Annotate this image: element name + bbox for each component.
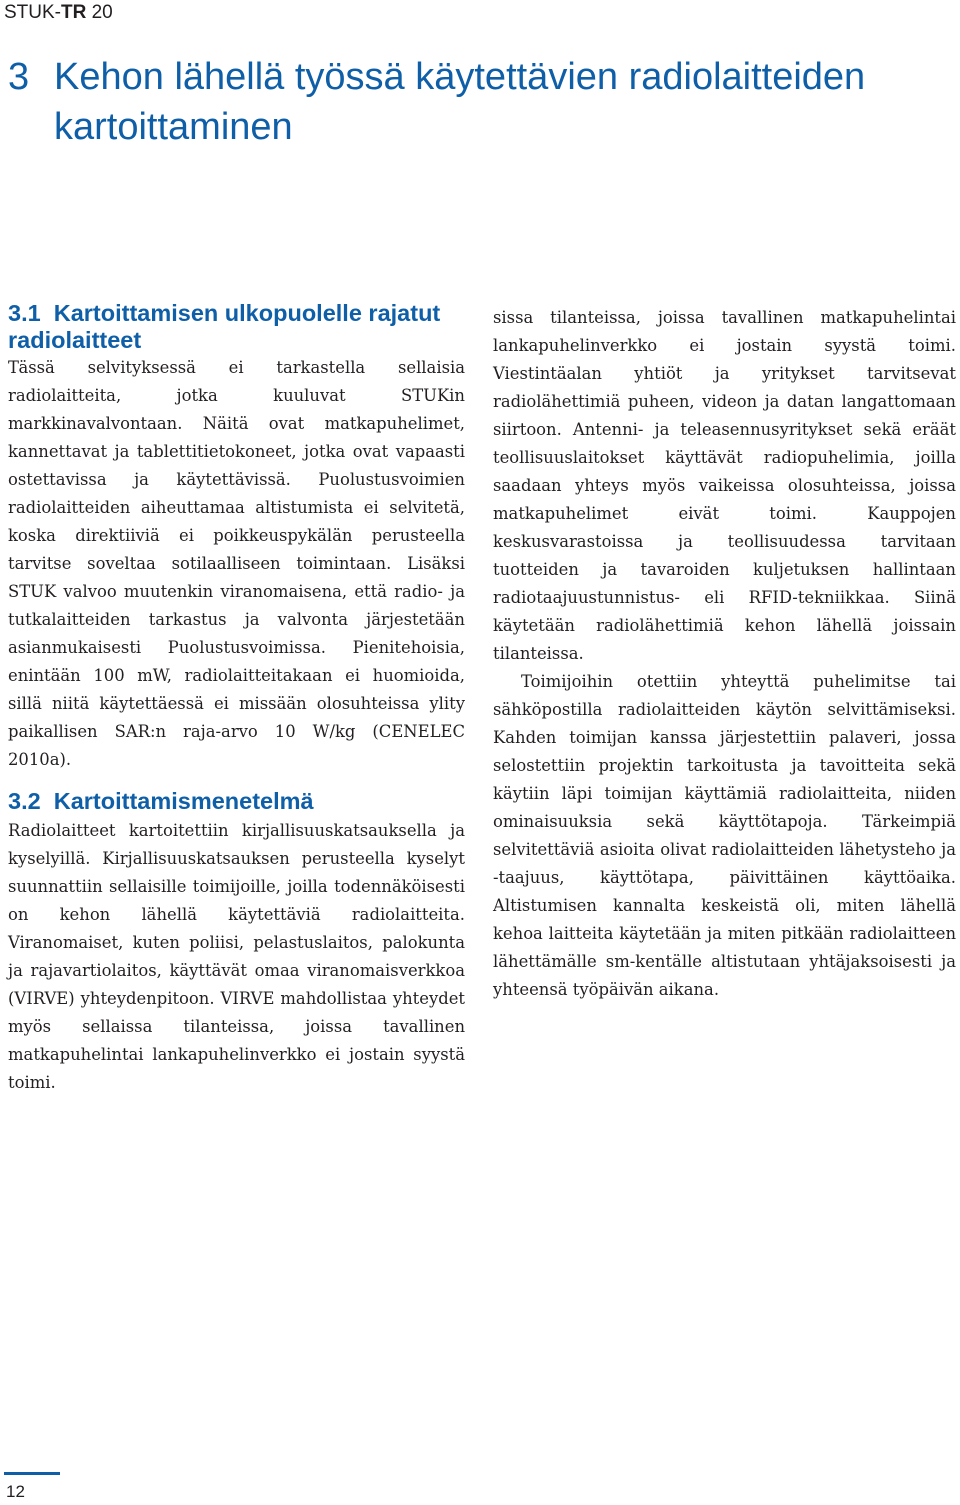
header-number: 20 [86, 2, 113, 23]
footer-rule [4, 1472, 60, 1475]
page-number: 12 [6, 1482, 25, 1501]
chapter-heading [8, 52, 908, 152]
section-body-3-2-right-2: Toimijoihin otettiin yhteyttä puhelimitse tai sähköpostilla radiolaitteiden käytön selvittämiseksi. Kahden toimijan kanssa järjestettiin palaveri, jossa selostettiin projektin tarkoitusta ja tavoitteita sekä käytiin läpi toimijan käyttämiä radiolaitteita, niiden ominaisuuksia sekä käyttötapoja. Tärkeimpiä selvitettäviä asioita olivat radiolaitteiden lähetysteho ja -taajuus, käyttötapa, päivittäinen käyttöaika. Altistumisen kannalta keskeistä oli, miten lähellä kehoa laitteita käytetään ja miten pitkään radiolaitteen lähettämälle sm-kentälle altistutaan yhtäjaksoisesti ja yhteensä työpäivän aikana. [493, 672, 956, 999]
section-body-3-2-left: Radiolaitteet kartoitettiin kirjallisuuskatsauksella ja kyselyillä. Kirjallisuuskatsauksen perusteella kyselyt suunnattiin sellaisille toimijoille, joilla todennäköisesti on kehon lähellä käytettäviä radiolaitteita. Viranomaiset, kuten poliisi, pelastuslaitos, palokunta ja rajavartiolaitos, käyttävät omaa viranomaisverkkoa (VIRVE) yhteydenpitoon. VIRVE mahdollistaa yhteydet myös sellaissa tilanteissa, joissa tavallinen matkapuhelintai lankapuhelinverkko ei jostain syystä toimi. [8, 821, 465, 1092]
running-header [4, 2, 113, 24]
section-body-3-2-right-1: sissa tilanteissa, joissa tavallinen matkapuhelintai lankapuhelinverkko ei jostain syystä toimi. Viestintäalan yhtiöt ja yritykset tarvitsevat radiolähettimiä puheen, videon ja datan langattomaan siirtoon. Antenni- ja teleasennusyritykset sekä eräät teollisuuslaitokset käyttävät radiopuhelimia, joilla saadaan yhteys myös vaikeissa olosuhteissa, joissa matkapuhelimet eivät toimi. Kauppojen keskusvarastoissa ja teollisuudessa tarvitaan tuotteiden ja tavaroiden kuljetuksen hallintaan radiotaajuustunnistus- eli RFID-tekniikkaa. Siinä käytetään radiolähettimiä kehon lähellä joissain tilanteissa. [493, 308, 956, 663]
section-heading-3-1 [8, 300, 465, 354]
header-report: TR [61, 2, 87, 23]
section-title-3-1: Kartoittamisen ulkopuolelle rajatut radiolaitteet [8, 300, 441, 353]
section-number-3-1: 3.1 [8, 300, 41, 326]
section-number-3-2: 3.2 [8, 788, 41, 814]
section-title-3-2: Kartoittamismenetelmä [53, 788, 314, 814]
section-body-3-1: Tässä selvityksessä ei tarkastella sellaisia radiolaitteita, jotka kuuluvat STUKin markkinavalvontaan. Näitä ovat matkapuhelimet, kannettavat ja tablettitietokoneet, jotka ovat vapaasti ostettavissa ja käytettävissä. Puolustusvoimien radiolaitteiden aiheuttamaa altistumista ei selvitetä, koska direktiiviä ei poikkeuspykälän perusteella tarvitse soveltaa sotilaalliseen toimintaan. Lisäksi STUK valvoo muutenkin viranomaisena, että radio- ja tutkalaitteiden tarkastus ja valvonta järjestetään asianmukaisesti Puolustusvoimissa. Pienitehoisia, enintään 100 mW, radiolaitteitakaan ei huomioida, sillä niitä käytettäessä ei missään olosuhteissa ylity paikallisen SAR:n raja-arvo 10 W/kg (CENELEC 2010a). [8, 358, 465, 769]
chapter-number: 3 [8, 56, 30, 98]
header-series: STUK- [4, 2, 61, 23]
right-column [493, 304, 956, 1004]
left-column [8, 300, 465, 1097]
section-heading-3-2 [8, 788, 465, 815]
chapter-title: Kehon lähellä työssä käytettävien radiolaitteiden kartoittaminen [54, 56, 866, 148]
